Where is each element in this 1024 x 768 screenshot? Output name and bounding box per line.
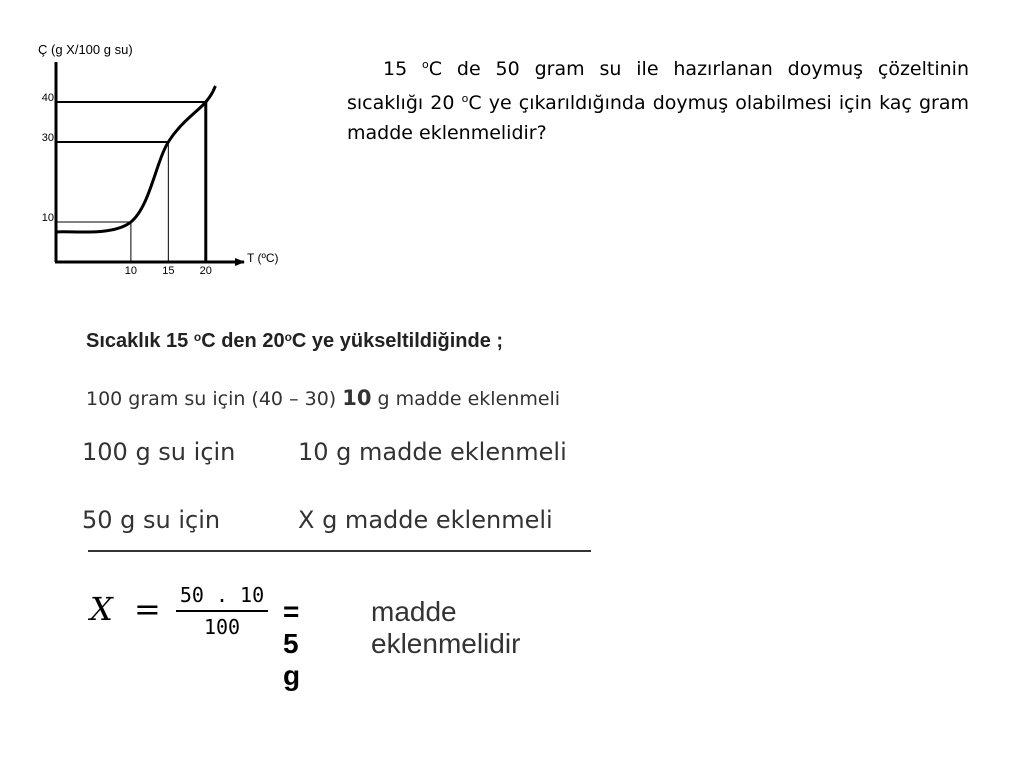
proportion-row-1 [82, 438, 567, 466]
guide-lines [56, 102, 206, 262]
row2-right: X g madde eklenmeli [298, 506, 553, 534]
question-part-2: C de 50 gram su ile hazırlanan doymuş çözeltinin sıcaklığı 20 [347, 58, 969, 114]
row1-left: 100 g su için [82, 438, 236, 466]
degree-mark: o [422, 58, 429, 71]
question-part-3: C ye çıkarıldığında doymuş olabilmesi için kaç gram madde eklenmelidir? [347, 92, 969, 144]
question-text [347, 50, 969, 148]
x-tick-label-20: 20 [199, 265, 212, 277]
solubility-chart [0, 0, 310, 290]
degree-mark: o [461, 92, 469, 105]
x-tick-labels [125, 265, 212, 277]
y-tick-labels [42, 92, 54, 224]
heading-part-b: C den 20 [201, 330, 285, 352]
row2-left: 50 g su için [82, 506, 221, 534]
solution-step-1 [86, 386, 560, 410]
x-tick-label-10: 10 [124, 265, 138, 277]
fraction-numerator: 50 . 10 [179, 583, 265, 607]
step1-bold-value: 10 [342, 386, 372, 410]
equation-result: = 5 g [283, 596, 301, 691]
equation-variable: X [90, 590, 113, 628]
degree-mark: o [193, 330, 202, 344]
question-part-1: 15 [383, 58, 423, 80]
fraction-denominator: 100 [203, 615, 241, 639]
equation-tail: madde eklenmelidir [371, 596, 521, 659]
proportion-row-2 [82, 506, 553, 534]
equation-equals: = [134, 590, 161, 628]
fraction [176, 582, 268, 640]
step1-part-b: g madde eklenmeli [371, 388, 561, 410]
heading-part-a: Sıcaklık 15 [86, 330, 194, 352]
x-axis-label: T (ºC) [247, 251, 279, 265]
y-tick-label-30: 30 [41, 132, 54, 144]
row1-right: 10 g madde eklenmeli [298, 438, 567, 466]
step1-part-a: 100 gram su için (40 – 30) [86, 388, 343, 410]
divider-line [88, 550, 591, 552]
y-tick-label-10: 10 [41, 212, 54, 224]
heading-part-c: C ye yükseltildiğinde ; [291, 330, 504, 352]
y-axis-label: Ç (g X/100 g su) [38, 42, 133, 57]
degree-mark: o [284, 330, 292, 344]
solubility-curve [56, 86, 216, 232]
solution-heading [86, 330, 503, 353]
y-tick-label-40: 40 [41, 92, 54, 104]
x-tick-label-15: 15 [162, 265, 175, 277]
